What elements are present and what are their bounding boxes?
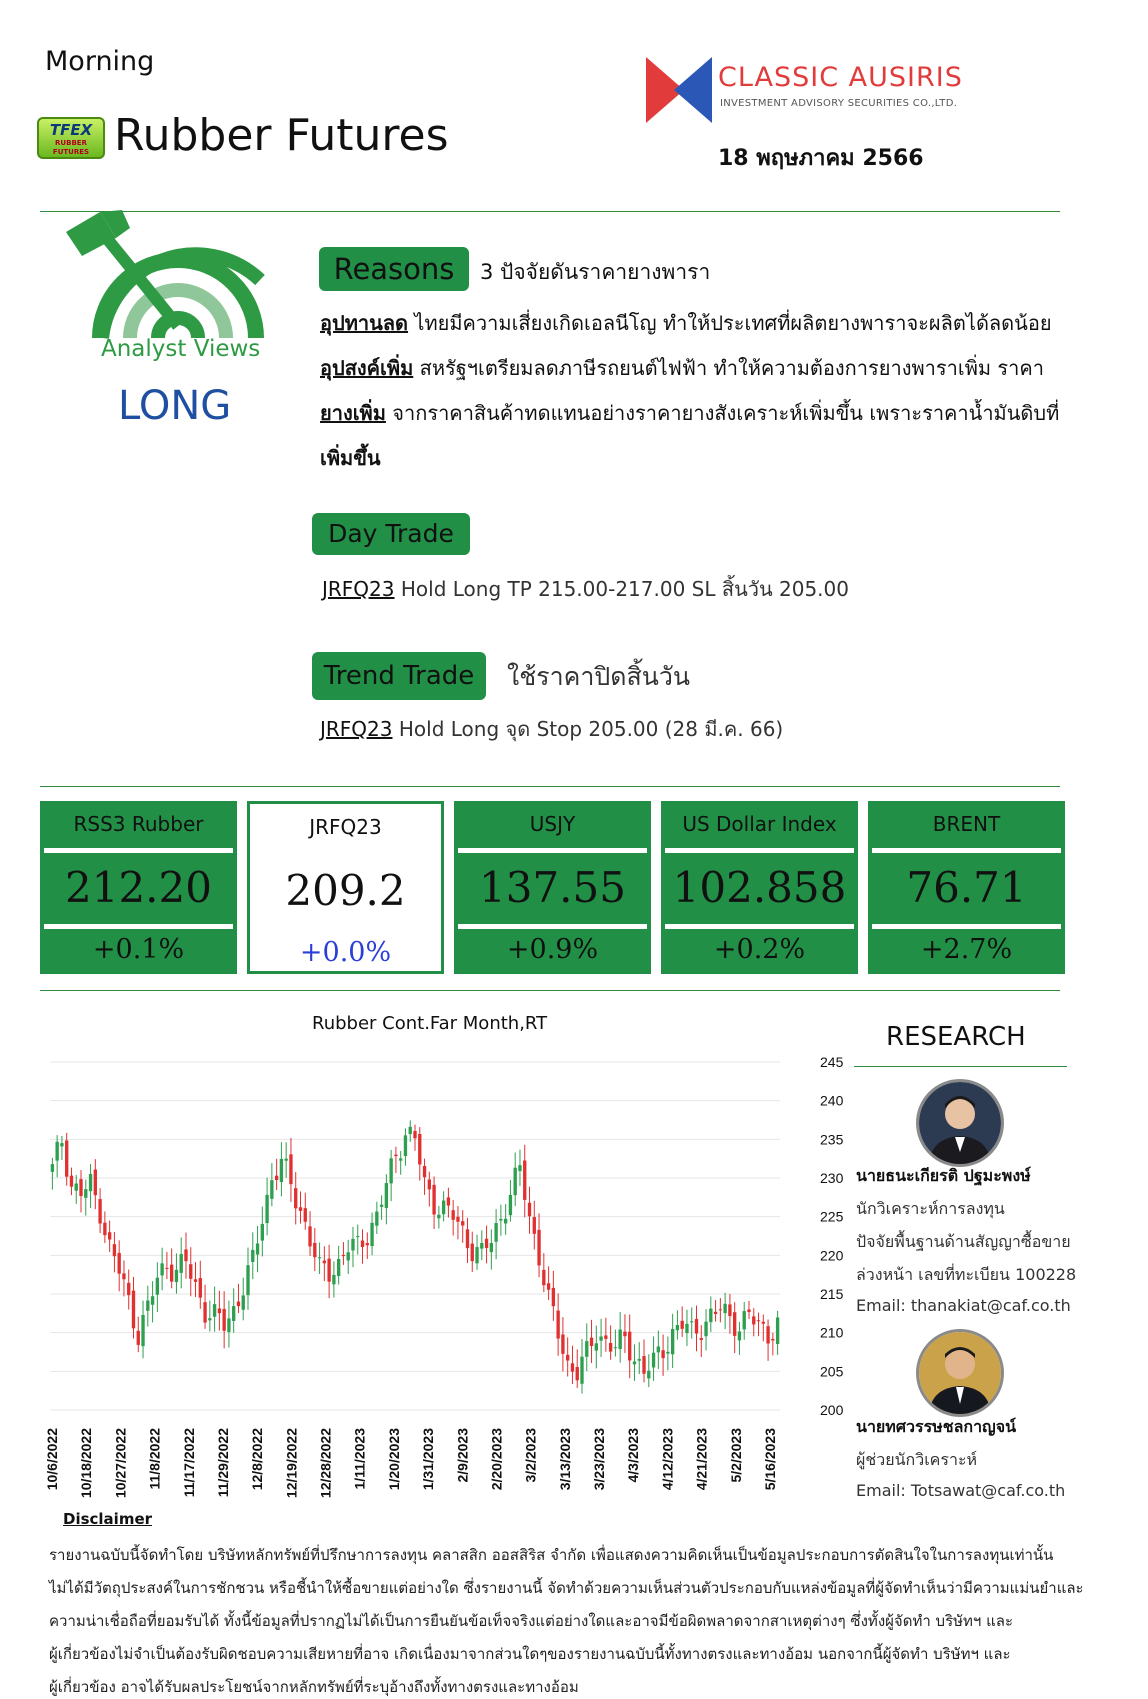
candle: [118, 1240, 121, 1291]
card-label: JRFQ23: [309, 815, 382, 839]
x-tick-label: 1/11/2023: [351, 1428, 368, 1490]
candle: [122, 1260, 125, 1296]
candle: [170, 1248, 173, 1288]
x-tick-label: 3/23/2023: [591, 1428, 608, 1491]
x-tick-label: 1/31/2023: [420, 1428, 437, 1491]
reasons-badge: Reasons: [319, 247, 469, 291]
page-title: Rubber Futures: [114, 110, 449, 161]
x-tick-label: 12/8/2022: [249, 1428, 266, 1491]
y-tick-label: 235: [820, 1131, 844, 1148]
card-label: RSS3 Rubber: [73, 812, 204, 836]
candle: [657, 1331, 660, 1369]
reason-item: [320, 353, 1140, 383]
candle: [246, 1248, 249, 1310]
candle: [475, 1235, 478, 1270]
candle: [733, 1302, 736, 1353]
card-change: +0.2%: [713, 934, 806, 965]
candle: [394, 1147, 397, 1173]
candle: [628, 1315, 631, 1379]
candle: [571, 1346, 574, 1384]
candle: [404, 1128, 407, 1165]
candle: [638, 1342, 641, 1374]
candle: [428, 1172, 431, 1207]
card-separator: [44, 848, 233, 853]
trend-trade-symbol: JRFQ23: [320, 717, 393, 741]
x-tick-label: 12/19/2022: [283, 1428, 300, 1499]
divider: [854, 1066, 1067, 1067]
candle: [84, 1180, 87, 1216]
candle: [132, 1277, 135, 1339]
card-separator: [458, 848, 647, 853]
analyst-license: ล่วงหน้า เลขที่ทะเบียน 100228: [856, 1265, 1077, 1284]
card-separator: [665, 924, 854, 929]
candle: [160, 1248, 163, 1291]
brent-card: [868, 801, 1065, 974]
candle: [208, 1301, 211, 1332]
candle: [499, 1205, 502, 1236]
card-label: USJY: [529, 812, 576, 836]
reasons-title: 3 ปัจจัยดันราคายางพารา: [480, 260, 711, 284]
x-tick-label: 4/12/2023: [659, 1428, 676, 1491]
candle: [518, 1150, 521, 1186]
trend-trade-text: Hold Long จุด Stop 205.00 (28 มี.ค. 66): [392, 717, 784, 741]
x-tick-label: 10/18/2022: [78, 1428, 95, 1499]
x-tick-label: 10/6/2022: [44, 1428, 60, 1491]
card-value: 137.55: [479, 863, 626, 912]
candle: [356, 1224, 359, 1254]
candle: [418, 1127, 421, 1180]
research-heading: RESEARCH: [886, 1022, 1026, 1052]
candle: [318, 1243, 321, 1275]
candle: [127, 1270, 130, 1310]
tfex-logo-text: TFEX: [49, 121, 93, 139]
candle: [719, 1298, 722, 1322]
company-logo-icon: [646, 57, 712, 124]
candle: [661, 1335, 664, 1376]
candle: [98, 1188, 101, 1233]
candle: [222, 1291, 225, 1348]
candle: [738, 1322, 741, 1355]
assistant-role: ผู้ช่วยนักวิเคราะห์: [856, 1450, 978, 1469]
candle: [227, 1301, 230, 1348]
card-value: 76.71: [906, 863, 1027, 912]
day-trade-badge: Day Trade: [312, 513, 470, 555]
candle: [452, 1200, 455, 1235]
candle: [280, 1142, 283, 1196]
day-trade-symbol: JRFQ23: [322, 577, 395, 601]
candle: [576, 1349, 579, 1388]
disclaimer-line: ผู้เกี่ยวข้องไม่จำเป็นต้องรับผิดชอบความเสียหายที่อาจ เกิดเนื่องมาจากส่วนใดๆของรายงานฉบับนี้ทั้งทางตรงและทางอ้อม นอกจากนี้ผู้จัดทำ บริษัทฯ และ: [49, 1645, 1011, 1663]
candle: [700, 1325, 703, 1357]
disclaimer-line: รายงานฉบับนี้จัดทำโดย บริษัทหลักทรัพย์ที่ปรึกษาการลงทุน คลาสสิก ออสสิริส จำกัด เพื่อแสดงความคิดเห็นเป็นข้อมูลประกอบการตัดสินใจในการลงทุนเท่านั้น: [49, 1546, 1054, 1564]
candle: [447, 1188, 450, 1218]
candle: [490, 1229, 493, 1269]
candle: [189, 1247, 192, 1296]
candle: [580, 1339, 583, 1394]
candle: [523, 1145, 526, 1218]
candle: [609, 1325, 612, 1359]
candle: [585, 1323, 588, 1371]
y-tick-label: 245: [820, 1054, 844, 1070]
analyst-views-label: Analyst Views: [101, 336, 261, 362]
card-change: +0.1%: [92, 934, 185, 965]
candle: [623, 1314, 626, 1353]
avatar: [916, 1079, 1004, 1167]
candle: [151, 1281, 154, 1322]
candle: [137, 1317, 140, 1352]
report-date: 18 พฤษภาคม 2566: [718, 146, 924, 171]
candle: [743, 1302, 746, 1340]
candle: [642, 1339, 645, 1382]
candle: [347, 1240, 350, 1274]
candle: [614, 1330, 617, 1357]
reason-item: [320, 308, 1140, 338]
card-change: +0.0%: [299, 937, 392, 968]
candle: [285, 1142, 288, 1178]
candle: [595, 1326, 598, 1369]
card-label: BRENT: [932, 812, 1001, 836]
company-subtitle: INVESTMENT ADVISORY SECURITIES CO.,LTD.: [720, 98, 958, 109]
candle: [514, 1153, 517, 1207]
x-tick-label: 2/20/2023: [488, 1428, 505, 1491]
tfex-logo-subtext: RUBBER FUTURES: [52, 139, 90, 156]
x-tick-label: 3/2/2023: [522, 1428, 539, 1483]
x-tick-label: 10/27/2022: [112, 1428, 129, 1499]
candle: [180, 1237, 183, 1288]
candle: [771, 1333, 774, 1356]
candle: [70, 1168, 73, 1196]
candle: [690, 1308, 693, 1339]
candle: [723, 1293, 726, 1329]
candle: [165, 1252, 168, 1279]
candle: [79, 1170, 82, 1212]
candle: [766, 1319, 769, 1360]
card-separator: [44, 924, 233, 929]
morning-label: Morning: [45, 46, 155, 77]
candle: [256, 1226, 259, 1272]
candle: [666, 1336, 669, 1370]
day-trade-text: Hold Long TP 215.00-217.00 SL สิ้นวัน 205.00: [394, 577, 849, 601]
candle: [409, 1120, 412, 1141]
target-arrow-icon: [60, 210, 270, 340]
candle: [633, 1344, 636, 1380]
candle: [537, 1213, 540, 1277]
candle: [213, 1287, 216, 1332]
candle: [590, 1320, 593, 1363]
disclaimer-line: ผู้เกี่ยวข้อง อาจได้รับผลประโยชน์จากหลักทรัพย์ที่ระบุอ้างถึงทั้งทางตรงและทางอ้อม: [49, 1678, 579, 1696]
candle: [709, 1296, 712, 1332]
candle: [141, 1301, 144, 1359]
x-tick-label: 3/13/2023: [556, 1428, 573, 1491]
candle: [313, 1228, 316, 1271]
candle: [51, 1158, 54, 1190]
analyst-view-long: LONG: [118, 383, 232, 429]
candle: [275, 1159, 278, 1190]
candle: [604, 1318, 607, 1352]
candle: [671, 1314, 674, 1368]
candle: [375, 1202, 378, 1234]
candle: [556, 1293, 559, 1355]
candle: [289, 1138, 292, 1202]
rss3-card: [40, 801, 237, 974]
x-tick-label: 11/8/2022: [146, 1428, 163, 1490]
candle: [203, 1285, 206, 1329]
candle: [184, 1233, 187, 1279]
candle: [528, 1187, 531, 1234]
candle: [728, 1294, 731, 1334]
candle: [342, 1242, 345, 1265]
candle: [432, 1177, 435, 1230]
x-tick-label: 4/21/2023: [693, 1428, 710, 1491]
reason-key: อุปสงค์เพิ่ม: [320, 356, 414, 380]
card-change: +0.9%: [506, 934, 599, 965]
analyst-photo-icon: [919, 1082, 1001, 1164]
usjy-card: [454, 801, 651, 974]
x-tick-label: 11/29/2022: [214, 1428, 231, 1498]
candle: [265, 1178, 268, 1236]
divider: [40, 786, 1060, 787]
y-tick-label: 210: [820, 1324, 844, 1341]
candle: [218, 1291, 221, 1331]
candle: [533, 1201, 536, 1250]
x-tick-label: 11/17/2022: [180, 1428, 197, 1498]
y-tick-label: 205: [820, 1363, 844, 1380]
card-separator: [872, 924, 1061, 929]
analyst-email: Email: thanakiat@caf.co.th: [856, 1296, 1071, 1315]
candle: [652, 1336, 655, 1380]
candle: [323, 1246, 326, 1281]
company-name: CLASSIC AUSIRIS: [718, 62, 963, 93]
x-tick-label: 5/2/2023: [727, 1428, 744, 1483]
candle: [509, 1180, 512, 1222]
candle: [194, 1262, 197, 1297]
candle: [647, 1354, 650, 1387]
card-value: 212.20: [65, 863, 212, 912]
y-tick-label: 240: [820, 1092, 844, 1109]
candle: [270, 1163, 273, 1206]
trend-trade-line: [320, 713, 783, 745]
dollar-index-card: [661, 801, 858, 974]
candle: [399, 1151, 402, 1175]
y-tick-label: 220: [820, 1247, 844, 1264]
candle: [747, 1301, 750, 1319]
reason-text: ไทยมีความเสี่ยงเกิดเอลนีโญ ทำให้ประเทศที่ผลิตยางพาราจะผลิตได้ลดน้อย: [408, 311, 1052, 335]
candle: [561, 1317, 564, 1371]
candle: [332, 1261, 335, 1297]
candle: [504, 1204, 507, 1235]
reason-text: จากราคาสินค้าทดแทนอย่างราคายางสังเคราะห์เพิ่มขึ้น เพราะราคาน้ำมันดิบที่: [385, 401, 1060, 425]
candle: [156, 1262, 159, 1312]
candle: [327, 1245, 330, 1298]
divider: [40, 990, 1060, 991]
candle: [485, 1226, 488, 1264]
reason-key: ยางเพิ่ม: [320, 401, 386, 425]
candle: [599, 1319, 602, 1357]
jrfq23-card: [247, 801, 444, 974]
x-tick-label: 1/20/2023: [385, 1428, 402, 1491]
candle: [175, 1253, 178, 1293]
y-tick-label: 230: [820, 1170, 844, 1186]
card-label: US Dollar Index: [682, 812, 837, 836]
candle: [370, 1213, 373, 1256]
candle: [762, 1315, 765, 1342]
card-separator: [872, 848, 1061, 853]
candle: [685, 1310, 688, 1346]
candle: [542, 1253, 545, 1292]
candle: [389, 1150, 392, 1201]
candle: [146, 1286, 149, 1327]
candle: [113, 1232, 116, 1272]
candle: [361, 1229, 364, 1263]
candle: [552, 1271, 555, 1321]
candle: [308, 1211, 311, 1256]
candle: [437, 1206, 440, 1229]
candle: [676, 1310, 679, 1339]
trend-trade-note: ใช้ราคาปิดสิ้นวัน: [507, 662, 690, 691]
disclaimer-line: ความน่าเชื่อถือที่ยอมรับได้ ทั้งนี้ข้อมูลที่ปรากฏไม่ได้เป็นการยืนยันข้อเท็จจริงแต่อย่างใดและอาจมีข้อผิดพลาดจากสาเหตุต่างๆ ซึ่งทั้งผู้จัดทำ บริษัทฯ และ: [49, 1612, 1014, 1630]
candle: [695, 1306, 698, 1352]
candle: [89, 1164, 92, 1208]
card-separator: [458, 924, 647, 929]
x-tick-label: 5/16/2023: [762, 1428, 778, 1491]
candle: [351, 1227, 354, 1267]
rubber-candlestick-chart: [40, 1052, 860, 1502]
candle: [461, 1210, 464, 1243]
candle: [55, 1135, 58, 1177]
analyst-name: นายธนะเกียรติ ปฐมะพงษ์: [856, 1166, 1031, 1185]
x-tick-label: 4/3/2023: [625, 1428, 642, 1483]
trend-trade-badge: Trend Trade: [312, 652, 486, 700]
assistant-name: นายทศวรรษชลกาญจน์: [856, 1417, 1016, 1436]
candle: [752, 1308, 755, 1336]
candle: [237, 1284, 240, 1313]
candle: [94, 1159, 97, 1209]
chart-title: Rubber Cont.Far Month,RT: [312, 1013, 548, 1034]
candle: [566, 1337, 569, 1376]
candle: [232, 1288, 235, 1332]
avatar: [916, 1329, 1004, 1417]
card-separator: [665, 848, 854, 853]
candle: [242, 1278, 245, 1321]
y-tick-label: 225: [820, 1208, 844, 1225]
tfex-logo: [37, 117, 105, 159]
x-tick-label: 2/9/2023: [454, 1428, 471, 1483]
candle: [471, 1232, 474, 1272]
analyst-role: นักวิเคราะห์การลงทุน: [856, 1199, 1005, 1218]
assistant-email: Email: Totsawat@caf.co.th: [856, 1481, 1066, 1500]
y-tick-label: 215: [820, 1286, 844, 1302]
candle: [337, 1246, 340, 1285]
disclaimer-title: Disclaimer: [63, 1510, 153, 1528]
candle: [704, 1309, 707, 1350]
assistant-photo-icon: [919, 1332, 1001, 1414]
reason-text: สหรัฐฯเตรียมลดภาษีรถยนต์ไฟฟ้า ทำให้ความต้องการยางพาราเพิ่ม ราคา: [413, 356, 1045, 380]
candle: [108, 1221, 111, 1253]
candle: [466, 1218, 469, 1263]
y-tick-label: 200: [820, 1402, 844, 1418]
reason-item: [320, 398, 1140, 428]
candle: [456, 1206, 459, 1239]
analyst-role: ปัจจัยพื้นฐานด้านสัญญาซื้อขาย: [856, 1232, 1071, 1251]
reason-key: อุปทานลด: [320, 311, 409, 335]
candle: [413, 1125, 416, 1151]
candle: [618, 1312, 621, 1363]
card-value: 102.858: [672, 863, 847, 912]
candle: [199, 1261, 202, 1309]
card-value: 209.2: [285, 866, 406, 915]
reason-continuation: เพิ่มขึ้น: [320, 446, 381, 470]
card-change: +2.7%: [920, 934, 1013, 965]
candle: [547, 1266, 550, 1300]
candle: [75, 1175, 78, 1204]
candle: [714, 1300, 717, 1322]
day-trade-line: [322, 573, 849, 605]
candle: [261, 1206, 264, 1256]
candle: [776, 1311, 779, 1355]
candle: [299, 1191, 302, 1223]
candle: [251, 1232, 254, 1279]
candle: [304, 1193, 307, 1230]
x-tick-label: 12/28/2022: [317, 1428, 334, 1499]
candle: [103, 1211, 106, 1243]
disclaimer-line: ไม่ได้มีวัตถุประสงค์ในการชักชวน หรือชี้นำให้ซื้อขายแต่อย่างใด ซึ่งรายงานนี้ จัดทำด้วยความเห็นส่วนตัวประกอบกับแหล่งข้อมูลที่ผู้จัดทำเห็นว่ามีความแม่นยำและ: [49, 1579, 1084, 1597]
candle: [423, 1159, 426, 1195]
